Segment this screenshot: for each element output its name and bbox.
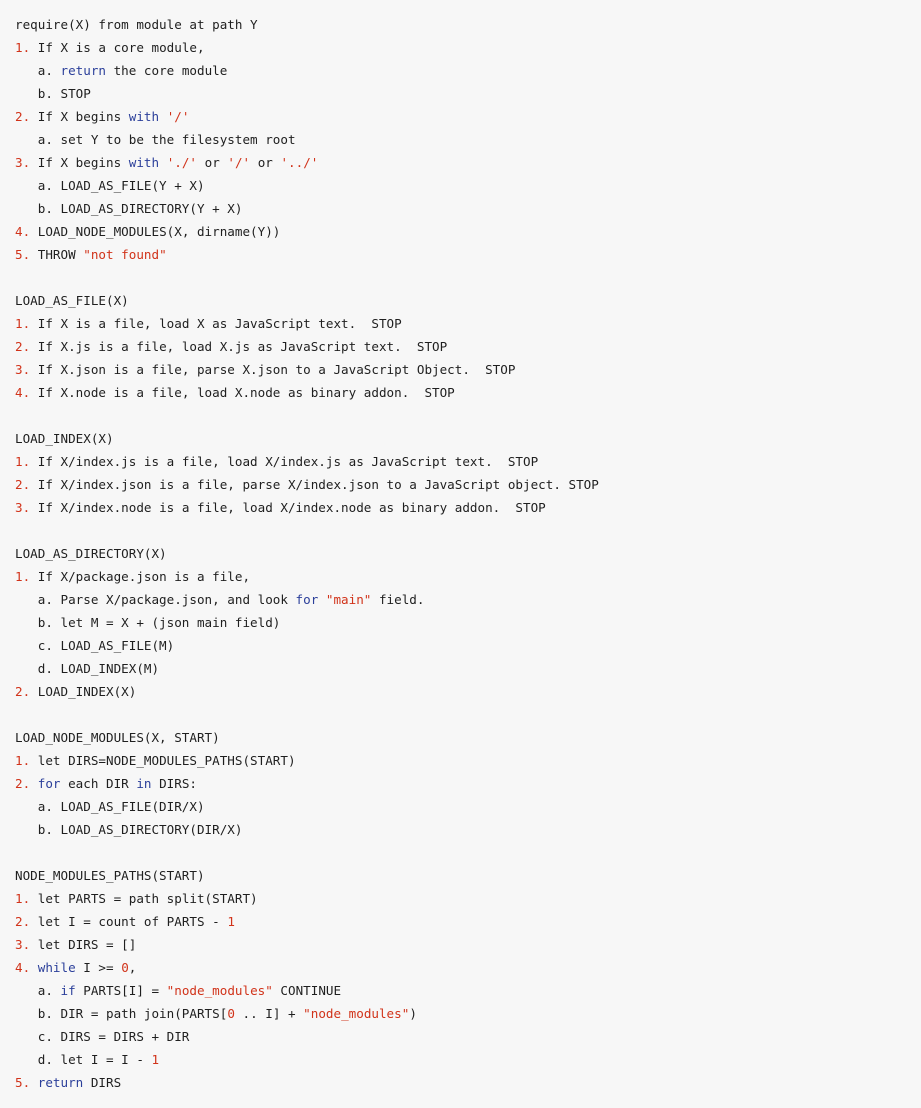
code-text: c. LOAD_AS_FILE(M) <box>15 638 175 653</box>
code-number: 4. <box>15 224 31 239</box>
code-keyword: with <box>128 109 160 124</box>
code-line <box>15 956 921 979</box>
code-text: DIRS <box>83 1075 122 1090</box>
code-keyword: if <box>60 983 76 998</box>
code-line <box>15 128 921 151</box>
code-line <box>15 657 921 680</box>
code-text: b. let M = X + (json main field) <box>15 615 281 630</box>
code-number: 1. <box>15 316 31 331</box>
code-text <box>30 960 38 975</box>
code-line <box>15 1048 921 1071</box>
code-line <box>15 266 921 289</box>
code-line <box>15 496 921 519</box>
code-number: 4. <box>15 385 31 400</box>
code-text: If X begins <box>30 155 129 170</box>
code-number: 2. <box>15 914 31 929</box>
code-line <box>15 13 921 36</box>
code-number: 2. <box>15 477 31 492</box>
code-text: If X.js is a file, load X.js as JavaScript text. STOP <box>30 339 448 354</box>
code-line <box>15 841 921 864</box>
code-line <box>15 542 921 565</box>
code-text: NODE_MODULES_PATHS(START) <box>15 868 205 883</box>
code-line <box>15 473 921 496</box>
code-text: ) <box>409 1006 417 1021</box>
code-keyword: for <box>295 592 319 607</box>
code-text: each DIR <box>60 776 137 791</box>
code-line <box>15 450 921 473</box>
code-string: '../' <box>280 155 319 170</box>
code-keyword: return <box>37 1075 84 1090</box>
code-line <box>15 864 921 887</box>
code-text: a. <box>15 983 61 998</box>
code-line <box>15 312 921 335</box>
code-string: "node_modules" <box>166 983 273 998</box>
code-string: './' <box>166 155 198 170</box>
code-text: PARTS[I] = <box>75 983 167 998</box>
code-text: LOAD_INDEX(X) <box>30 684 137 699</box>
code-line <box>15 726 921 749</box>
code-keyword: with <box>128 155 160 170</box>
code-line <box>15 703 921 726</box>
code-line <box>15 381 921 404</box>
code-line <box>15 887 921 910</box>
code-string: "node_modules" <box>303 1006 410 1021</box>
code-string: '/' <box>166 109 190 124</box>
code-text <box>159 155 167 170</box>
code-text: a. set Y to be the filesystem root <box>15 132 296 147</box>
code-text: d. LOAD_INDEX(M) <box>15 661 160 676</box>
code-text: or <box>197 155 228 170</box>
code-line <box>15 818 921 841</box>
code-line <box>15 680 921 703</box>
code-text: require(X) from module at path Y <box>15 17 258 32</box>
code-text: LOAD_AS_DIRECTORY(X) <box>15 546 167 561</box>
code-text: LOAD_NODE_MODULES(X, dirname(Y)) <box>30 224 281 239</box>
code-text: a. <box>15 63 61 78</box>
code-keyword: return <box>60 63 106 78</box>
code-number: 2. <box>15 776 31 791</box>
code-line <box>15 335 921 358</box>
code-text: LOAD_AS_FILE(X) <box>15 293 129 308</box>
code-text: If X.json is a file, parse X.json to a JavaScript Object. STOP <box>30 362 516 377</box>
code-text: a. LOAD_AS_FILE(DIR/X) <box>15 799 205 814</box>
code-number: 2. <box>15 339 31 354</box>
code-line <box>15 358 921 381</box>
code-text: LOAD_INDEX(X) <box>15 431 114 446</box>
code-text: b. DIR = path join(PARTS[ <box>15 1006 228 1021</box>
code-line <box>15 772 921 795</box>
code-text: If X is a core module, <box>30 40 205 55</box>
code-line <box>15 105 921 128</box>
code-text: , <box>128 960 137 975</box>
code-line <box>15 565 921 588</box>
code-text: If X begins <box>30 109 129 124</box>
code-line <box>15 933 921 956</box>
code-number: 2. <box>15 109 31 124</box>
code-keyword: while <box>37 960 76 975</box>
code-number: 1. <box>15 753 31 768</box>
code-line <box>15 749 921 772</box>
code-string: '/' <box>227 155 251 170</box>
code-text: b. LOAD_AS_DIRECTORY(Y + X) <box>15 201 243 216</box>
code-text: let DIRS=NODE_MODULES_PATHS(START) <box>30 753 296 768</box>
code-line <box>15 588 921 611</box>
code-number: 1 <box>227 914 235 929</box>
code-line <box>15 289 921 312</box>
code-number: 3. <box>15 155 31 170</box>
code-line <box>15 36 921 59</box>
code-number: 3. <box>15 937 31 952</box>
code-number: 1. <box>15 40 31 55</box>
code-number: 4. <box>15 960 31 975</box>
code-text: field. <box>371 592 425 607</box>
code-line <box>15 1025 921 1048</box>
code-text: .. I] + <box>234 1006 304 1021</box>
code-text: CONTINUE <box>272 983 342 998</box>
code-text: d. let I = I - <box>15 1052 152 1067</box>
code-number: 3. <box>15 500 31 515</box>
code-number: 0 <box>121 960 129 975</box>
code-number: 3. <box>15 362 31 377</box>
code-number: 0 <box>227 1006 235 1021</box>
code-line <box>15 910 921 933</box>
code-line <box>15 427 921 450</box>
code-text: c. DIRS = DIRS + DIR <box>15 1029 190 1044</box>
code-text: the core module <box>106 63 228 78</box>
code-line <box>15 220 921 243</box>
code-line <box>15 59 921 82</box>
code-number: 1. <box>15 891 31 906</box>
code-line <box>15 1071 921 1094</box>
code-number: 5. <box>15 1075 31 1090</box>
code-text <box>30 1075 38 1090</box>
code-text: If X.node is a file, load X.node as binary addon. STOP <box>30 385 455 400</box>
code-line <box>15 519 921 542</box>
code-number: 1. <box>15 454 31 469</box>
code-text: or <box>250 155 281 170</box>
code-text: a. LOAD_AS_FILE(Y + X) <box>15 178 205 193</box>
code-text: If X is a file, load X as JavaScript text. STOP <box>30 316 402 331</box>
code-line <box>15 197 921 220</box>
code-text: If X/index.js is a file, load X/index.js as JavaScript text. STOP <box>30 454 539 469</box>
code-text: LOAD_NODE_MODULES(X, START) <box>15 730 220 745</box>
code-line <box>15 611 921 634</box>
code-string: "not found" <box>83 247 167 262</box>
code-text: I >= <box>75 960 122 975</box>
code-text: a. Parse X/package.json, and look <box>15 592 296 607</box>
code-text: THROW <box>30 247 84 262</box>
code-text: b. STOP <box>15 86 91 101</box>
code-text: If X/index.json is a file, parse X/index.json to a JavaScript object. STOP <box>30 477 599 492</box>
code-keyword: for <box>37 776 61 791</box>
code-number: 1. <box>15 569 31 584</box>
code-number: 2. <box>15 684 31 699</box>
code-number: 1 <box>151 1052 160 1067</box>
code-text: let DIRS = [] <box>30 937 137 952</box>
code-line <box>15 1002 921 1025</box>
code-text: b. LOAD_AS_DIRECTORY(DIR/X) <box>15 822 243 837</box>
code-text: If X/index.node is a file, load X/index.node as binary addon. STOP <box>30 500 546 515</box>
code-text <box>318 592 326 607</box>
code-line <box>15 174 921 197</box>
code-text <box>30 776 38 791</box>
code-text: let PARTS = path split(START) <box>30 891 258 906</box>
code-keyword: in <box>136 776 152 791</box>
code-line <box>15 404 921 427</box>
code-text: If X/package.json is a file, <box>30 569 251 584</box>
code-number: 5. <box>15 247 31 262</box>
code-line <box>15 795 921 818</box>
code-string: "main" <box>325 592 372 607</box>
code-block <box>15 13 921 1094</box>
code-line <box>15 243 921 266</box>
code-line <box>15 634 921 657</box>
code-text: let I = count of PARTS - <box>30 914 228 929</box>
code-line <box>15 151 921 174</box>
code-text <box>159 109 167 124</box>
code-line <box>15 82 921 105</box>
code-text: DIRS: <box>151 776 198 791</box>
code-line <box>15 979 921 1002</box>
